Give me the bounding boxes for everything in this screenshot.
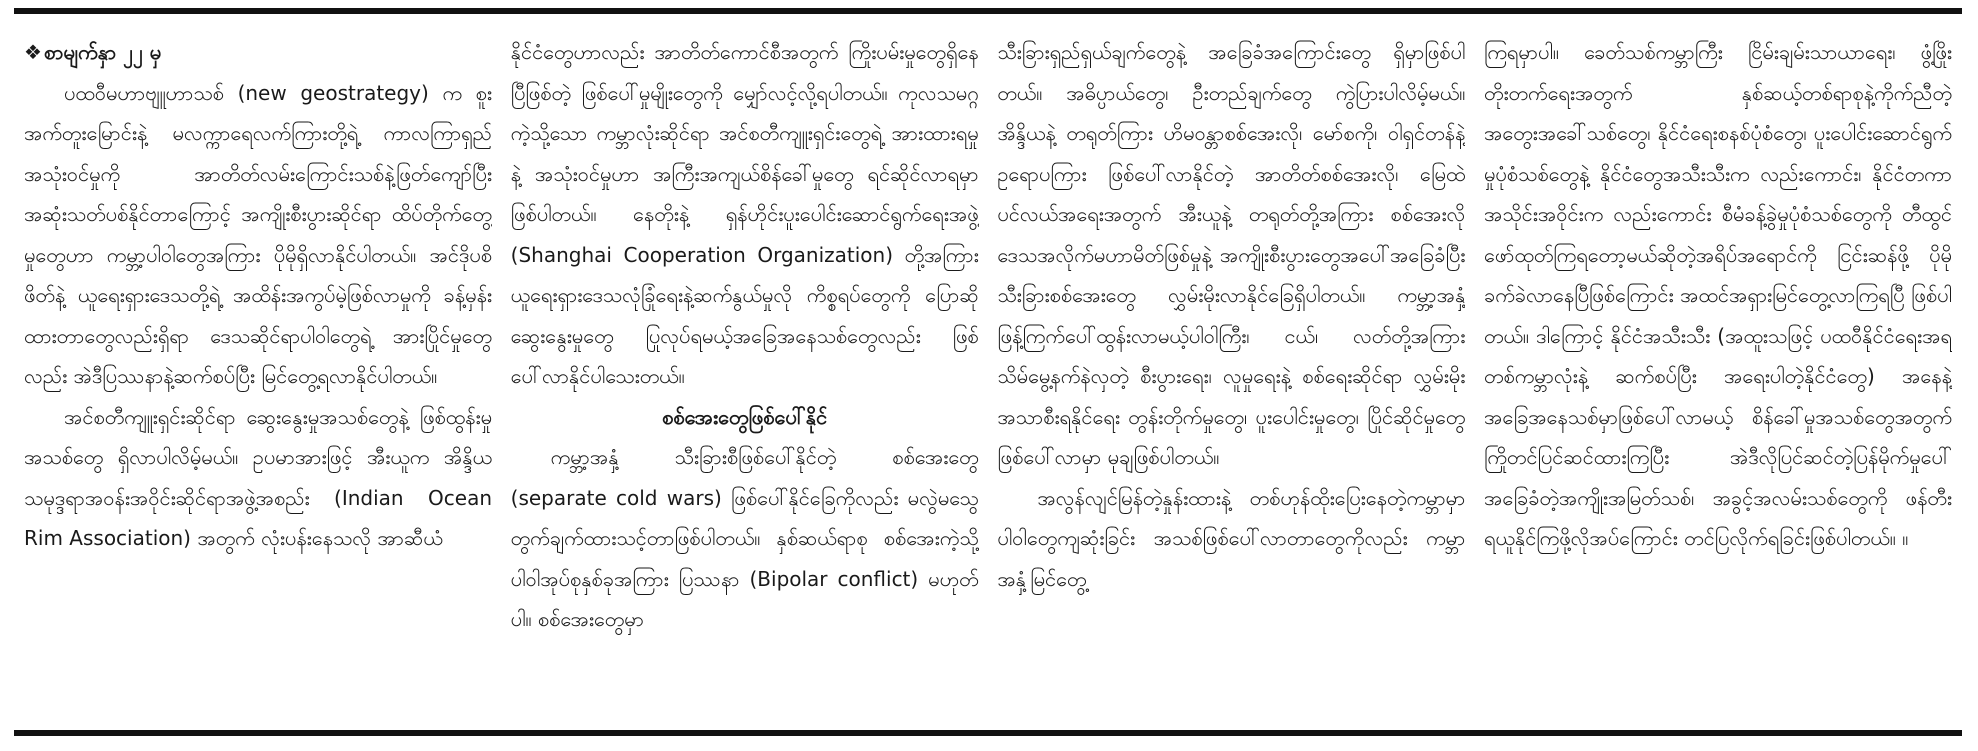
continuation-text: စာမျက်နှာ ၂၂ မှ [44,40,162,64]
section-heading: စစ်အေးတွေဖြစ်ပေါ်နိုင် [662,404,828,429]
paragraph: ကြရမှာပါ။ ခေတ်သစ်ကမ္ဘာကြီး ငြိမ်းချမ်းသာယာရေး၊ ဖွံ့ဖြိုးတိုးတက်ရေးအတွက် နှစ်ဆယ့်တစ်ရာစုနဲ့ကိုက်ညီတဲ့ အတွေးအခေါ်သစ်တွေ၊ နိုင်ငံရေးစနစ်ပုံစံတွေ၊ ပူးပေါင်းဆောင်ရွက်မှုပုံစံသစ်တွေနဲ့ နိုင်ငံတွေအသီးသီးက လည်းကောင်း၊ နိုင်ငံတကာအသိုင်းအဝိုင်းက လည်းကောင်း စီမံခန့်ခွဲမှုပုံစံသစ်တွေကို တီထွင်ဖော်ထုတ်ကြရတော့မယ်ဆိုတဲ့အရိပ်အရောင်ကို ငြင်းဆန်ဖို့ ပိုမိုခက်ခဲလာနေပြီဖြစ်ကြောင်း အထင်အရှားမြင်တွေ့လာကြရပြီ ဖြစ်ပါတယ်။ ဒါကြောင့် နိုင်ငံအသီးသီး (အထူးသဖြင့် ပထဝီနိုင်ငံရေးအရ တစ်ကမ္ဘာလုံးနဲ့ ဆက်စပ်ပြီး အရေးပါတဲ့နိုင်ငံတွေ) အနေနဲ့ အခြေအနေသစ်မှာဖြစ်ပေါ်လာမယ့် စိန်ခေါ်မှုအသစ်တွေအတွက် ကြိုတင်ပြင်ဆင်ထားကြပြီး အဲဒီလိုပြင်ဆင်တဲ့ပြန်မိုက်မှုပေါ် အခြေခံတဲ့အကျိုးအမြတ်သစ်၊ အခွင့်အလမ်းသစ်တွေကို ဖန်တီးရယူနိုင်ကြဖို့လိုအပ်ကြောင်း တင်ပြလိုက်ရခြင်းဖြစ်ပါတယ်။ ။ [1483,40,1952,550]
paragraph: နိုင်ငံတွေဟာလည်း အာတိတ်ကောင်စီအတွက် ကြိုးပမ်းမှုတွေရှိနေပြီဖြစ်တဲ့ ဖြစ်ပေါ်မှုမျိုးတွေကို မျှော်လင့်လို့ရပါတယ်။ ကုလသမဂ္ဂကဲ့သို့သော ကမ္ဘာလုံးဆိုင်ရာ အင်စတီကျူးရှင်းတွေရဲ့ အားထားရမှုနဲ့ အသုံးဝင်မှုဟာ အကြီးအကျယ်စိန်ခေါ်မှုတွေ ရင်ဆိုင်လာရမှာဖြစ်ပါတယ်။ နေတိုးနဲ့ ရှန်ဟိုင်းပူးပေါင်းဆောင်ရွက်ရေးအဖွဲ့ (Shanghai Cooperation Organization) တို့အကြား ယူရေးရှားဒေသလုံခြုံရေးနဲ့ဆက်နွယ်မှုလို ကိစ္စရပ်တွေကို ပြောဆိုဆွေးနွေးမှုတွေ ပြုလုပ်ရမယ့်အခြေအနေသစ်တွေလည်း ဖြစ်ပေါ်လာနိုင်ပါသေးတယ်။ [510,40,979,388]
diamond-icon: ❖ [24,40,42,64]
column-4 [1484,32,1952,730]
paragraph: ကမ္ဘာ့အနှံ့ သီးခြားစီဖြစ်ပေါ်နိုင်တဲ့ စစ်အေးတွေ (separate cold wars) ဖြစ်ပေါ်နိုင်ခြေကိုလည်း မလွဲမသွေ တွက်ချက်ထားသင့်တာဖြစ်ပါတယ်။ နှစ်ဆယ်ရာစု စစ်အေးကဲ့သို့ ပါဝါအုပ်စုနှစ်ခုအကြား ပြဿနာ (Bipolar conflict) မဟုတ်ပါ။ စစ်အေးတွေမှာ [510,445,979,631]
column-3 [997,32,1465,730]
paragraph: အလွန်လျင်မြန်တဲ့နှုန်းထားနဲ့ တစ်ဟုန်ထိုးပြေးနေတဲ့ကမ္ဘာမှာ ပါဝါတွေကျဆုံးခြင်း အသစ်ဖြစ်ပေါ်လာတာတွေကိုလည်း ကမ္ဘာအနှံ့မြင်တွေ့ [997,485,1466,591]
continuation-label [24,32,492,73]
column-1 [24,32,492,730]
article-columns [14,14,1962,730]
paragraph: သီးခြားရှည်ရှယ်ချက်တွေနဲ့ အခြေခံအကြောင်းတွေ ရှိမှာဖြစ်ပါတယ်။ အဓိပ္ပာယ်တွေ၊ ဦးတည်ချက်တွေ ကွဲပြားပါလိမ့်မယ်။ အိန္ဒိယနဲ့ တရုတ်ကြား ဟိမဝန္တာစစ်အေးလို၊ မော်စကို၊ ဝါရှင်တန်နဲ့ ဥရောပကြား ဖြစ်ပေါ်လာနိုင်တဲ့ အာတိတ်စစ်အေးလို၊ မြေထဲပင်လယ်အရေးအတွက် အီးယူနဲ့ တရုတ်တို့အကြား စစ်အေးလို ဒေသအလိုက်မဟာမိတ်ဖြစ်မှုနဲ့ အကျိုးစီးပွားတွေအပေါ်အခြေခံပြီး သီးခြားစစ်အေးတွေ လွှမ်းမိုးလာနိုင်ခြေရှိပါတယ်။ ကမ္ဘာ့အနှံ့ ဖြန့်ကြက်ပေါ်ထွန်းလာမယ့်ပါဝါကြီး၊ ငယ်၊ လတ်တို့အကြား သိမ်မွေ့နက်နဲလှတဲ့ စီးပွားရေး၊ လူမှုရေးနဲ့ စစ်ရေးဆိုင်ရာ လွှမ်းမိုးအသာစီးရနိုင်ရေး တွန်းတိုက်မှုတွေ၊ ပူးပေါင်းမှုတွေ၊ ပြိုင်ဆိုင်မှုတွေဖြစ်ပေါ်လာမှာ မုချဖြစ်ပါတယ်။ [997,40,1466,469]
paragraph: အင်စတီကျူးရှင်းဆိုင်ရာ ဆွေးနွေးမှုအသစ်တွေနဲ့ ဖြစ်ထွန်းမှုအသစ်တွေ ရှိလာပါလိမ့်မယ်။ ဥပမာအားဖြင့် အီးယူက အိန္ဒိယသမုဒ္ဒရာအဝန်းအဝိုင်းဆိုင်ရာအဖွဲ့အစည်း (Indian Ocean Rim Association) အတွက် လုံးပန်းနေသလို အာဆီယံ [24,404,492,550]
column-2 [511,32,979,730]
paragraph: ပထဝီမဟာဗျူဟာသစ် (new geostrategy) က စူးအက်တူးမြောင်းနဲ့ မလက္ကာရေလက်ကြားတို့ရဲ့ ကာလကြာရှည်အသုံးဝင်မှုကို အာတိတ်လမ်းကြောင်းသစ်နဲ့ဖြတ်ကျော်ပြီး အဆုံးသတ်ပစ်နိုင်တာကြောင့် အကျိုးစီးပွားဆိုင်ရာ ထိပ်တိုက်တွေ့မှုတွေဟာ ကမ္ဘာ့ပါဝါတွေအကြား ပိုမိုရှိလာနိုင်ပါတယ်။ အင်ဒိုပစိဖိတ်နဲ့ ယူရေးရှားဒေသတို့ရဲ့ အထိန်းအကွပ်မဲ့ဖြစ်လာမှုကို ခန့်မှန်းထားတာတွေလည်းရှိရာ ဒေသဆိုင်ရာပါဝါတွေရဲ့ အားပြိုင်မှုတွေလည်း အဲဒီပြဿနာနဲ့ဆက်စပ်ပြီး မြင်တွေ့ရလာနိုင်ပါတယ်။ [24,80,492,388]
article-frame [14,8,1962,736]
